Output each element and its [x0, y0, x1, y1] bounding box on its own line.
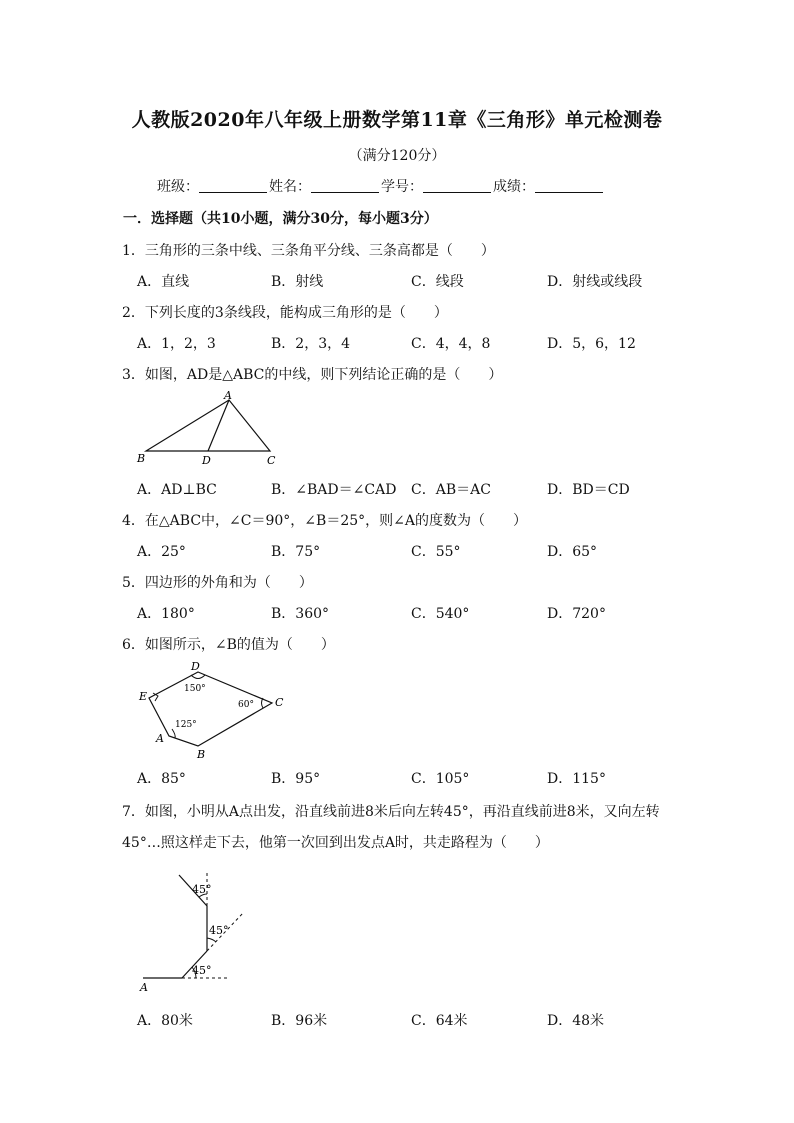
- q7-angle-label-1: 45°: [192, 964, 212, 977]
- q2-option-b[interactable]: B．2，3，4: [271, 336, 351, 352]
- q5-option-d[interactable]: D．720°: [547, 606, 606, 622]
- question-6: 6．如图所示，∠B的值为（ ）: [122, 637, 335, 653]
- q6-label-a: A: [156, 732, 164, 745]
- q5-option-c[interactable]: C．540°: [411, 606, 470, 622]
- q4-option-a[interactable]: A．25°: [137, 544, 186, 560]
- q7-angle-label-3: 45°: [192, 883, 212, 896]
- class-blank[interactable]: [199, 178, 267, 193]
- question-3: 3．如图，AD是△ABC的中线，则下列结论正确的是（ ）: [122, 367, 503, 383]
- q4-option-c[interactable]: C．55°: [411, 544, 461, 560]
- q6-angle-d-value: 150°: [184, 684, 206, 694]
- q7-option-b[interactable]: B．96米: [271, 1013, 328, 1029]
- q6-option-c[interactable]: C．105°: [411, 771, 470, 787]
- question-7-line-2: 45°…照这样走下去，他第一次回到出发点A时，共走路程为（ ）: [122, 835, 549, 851]
- q7-path-figure: [134, 860, 264, 995]
- q7-option-a[interactable]: A．80米: [137, 1013, 193, 1029]
- q3-option-a[interactable]: A．AD⊥BC: [137, 482, 217, 498]
- q3-label-c: C: [267, 454, 276, 467]
- score-label: 成绩：: [493, 179, 535, 195]
- q6-angle-c-value: 60°: [238, 700, 254, 710]
- student-info-line: [157, 176, 605, 196]
- q4-option-d[interactable]: D．65°: [547, 544, 598, 560]
- q7-angle-arc-2: [207, 938, 216, 942]
- q3-option-c[interactable]: C．AB＝AC: [411, 482, 491, 498]
- class-label: 班级：: [157, 179, 199, 195]
- q3-label-d: D: [202, 454, 211, 467]
- question-5: 5．四边形的外角和为（ ）: [122, 575, 313, 591]
- q7-label-a: A: [140, 981, 148, 994]
- name-blank[interactable]: [311, 178, 379, 193]
- q3-option-d[interactable]: D．BD＝CD: [547, 482, 630, 498]
- q2-option-c[interactable]: C．4，4，8: [411, 336, 491, 352]
- q5-option-b[interactable]: B．360°: [271, 606, 330, 622]
- q6-angle-a-value: 125°: [175, 720, 197, 730]
- id-label: 学号：: [381, 179, 423, 195]
- question-2: 2．下列长度的3条线段，能构成三角形的是（ ）: [122, 305, 448, 321]
- q3-option-b[interactable]: B．∠BAD＝∠CAD: [271, 482, 397, 498]
- q6-label-c: C: [275, 696, 284, 709]
- exam-title: 人教版2020年八年级上册数学第11章《三角形》单元检测卷: [131, 109, 663, 131]
- question-4: 4．在△ABC中，∠C＝90°，∠B＝25°，则∠A的度数为（ ）: [122, 513, 527, 529]
- q6-label-d: D: [191, 660, 200, 673]
- q6-angle-c-arc: [262, 698, 264, 708]
- score-blank[interactable]: [535, 178, 603, 193]
- q3-triangle-figure: [134, 388, 284, 468]
- q4-option-b[interactable]: B．75°: [271, 544, 321, 560]
- q6-label-e: E: [139, 690, 148, 703]
- q1-option-b[interactable]: B．射线: [271, 274, 324, 290]
- q6-option-d[interactable]: D．115°: [547, 771, 606, 787]
- q7-option-c[interactable]: C．64米: [411, 1013, 468, 1029]
- q2-option-d[interactable]: D．5，6，12: [547, 336, 636, 352]
- q3-label-b: B: [137, 452, 146, 465]
- q1-option-a[interactable]: A．直线: [137, 274, 190, 290]
- q1-option-d[interactable]: D．射线或线段: [547, 274, 643, 290]
- id-blank[interactable]: [423, 178, 491, 193]
- q3-median-ad: [208, 400, 229, 451]
- q6-label-b: B: [197, 748, 206, 760]
- q6-option-a[interactable]: A．85°: [137, 771, 186, 787]
- full-score-note: （满分120分）: [348, 148, 446, 164]
- q6-pentagon-figure: [134, 658, 294, 760]
- q1-option-c[interactable]: C．线段: [411, 274, 464, 290]
- question-7-line-1: 7．如图，小明从A点出发，沿直线前进8米后向左转45°，再沿直线前进8米，又向左转: [122, 804, 660, 820]
- q3-triangle-abc: [146, 400, 270, 451]
- section-heading: 一．选择题（共10小题，满分30分，每小题3分）: [123, 211, 438, 227]
- q2-option-a[interactable]: A．1，2，3: [137, 336, 216, 352]
- q7-option-d[interactable]: D．48米: [547, 1013, 605, 1029]
- q6-option-b[interactable]: B．95°: [271, 771, 321, 787]
- name-label: 姓名：: [269, 179, 311, 195]
- question-1: 1．三角形的三条中线、三条角平分线、三条高都是（ ）: [122, 243, 495, 259]
- q7-angle-label-2: 45°: [209, 924, 229, 937]
- q5-option-a[interactable]: A．180°: [137, 606, 195, 622]
- q3-label-a: A: [224, 389, 232, 402]
- q6-angle-d-arc: [191, 675, 205, 679]
